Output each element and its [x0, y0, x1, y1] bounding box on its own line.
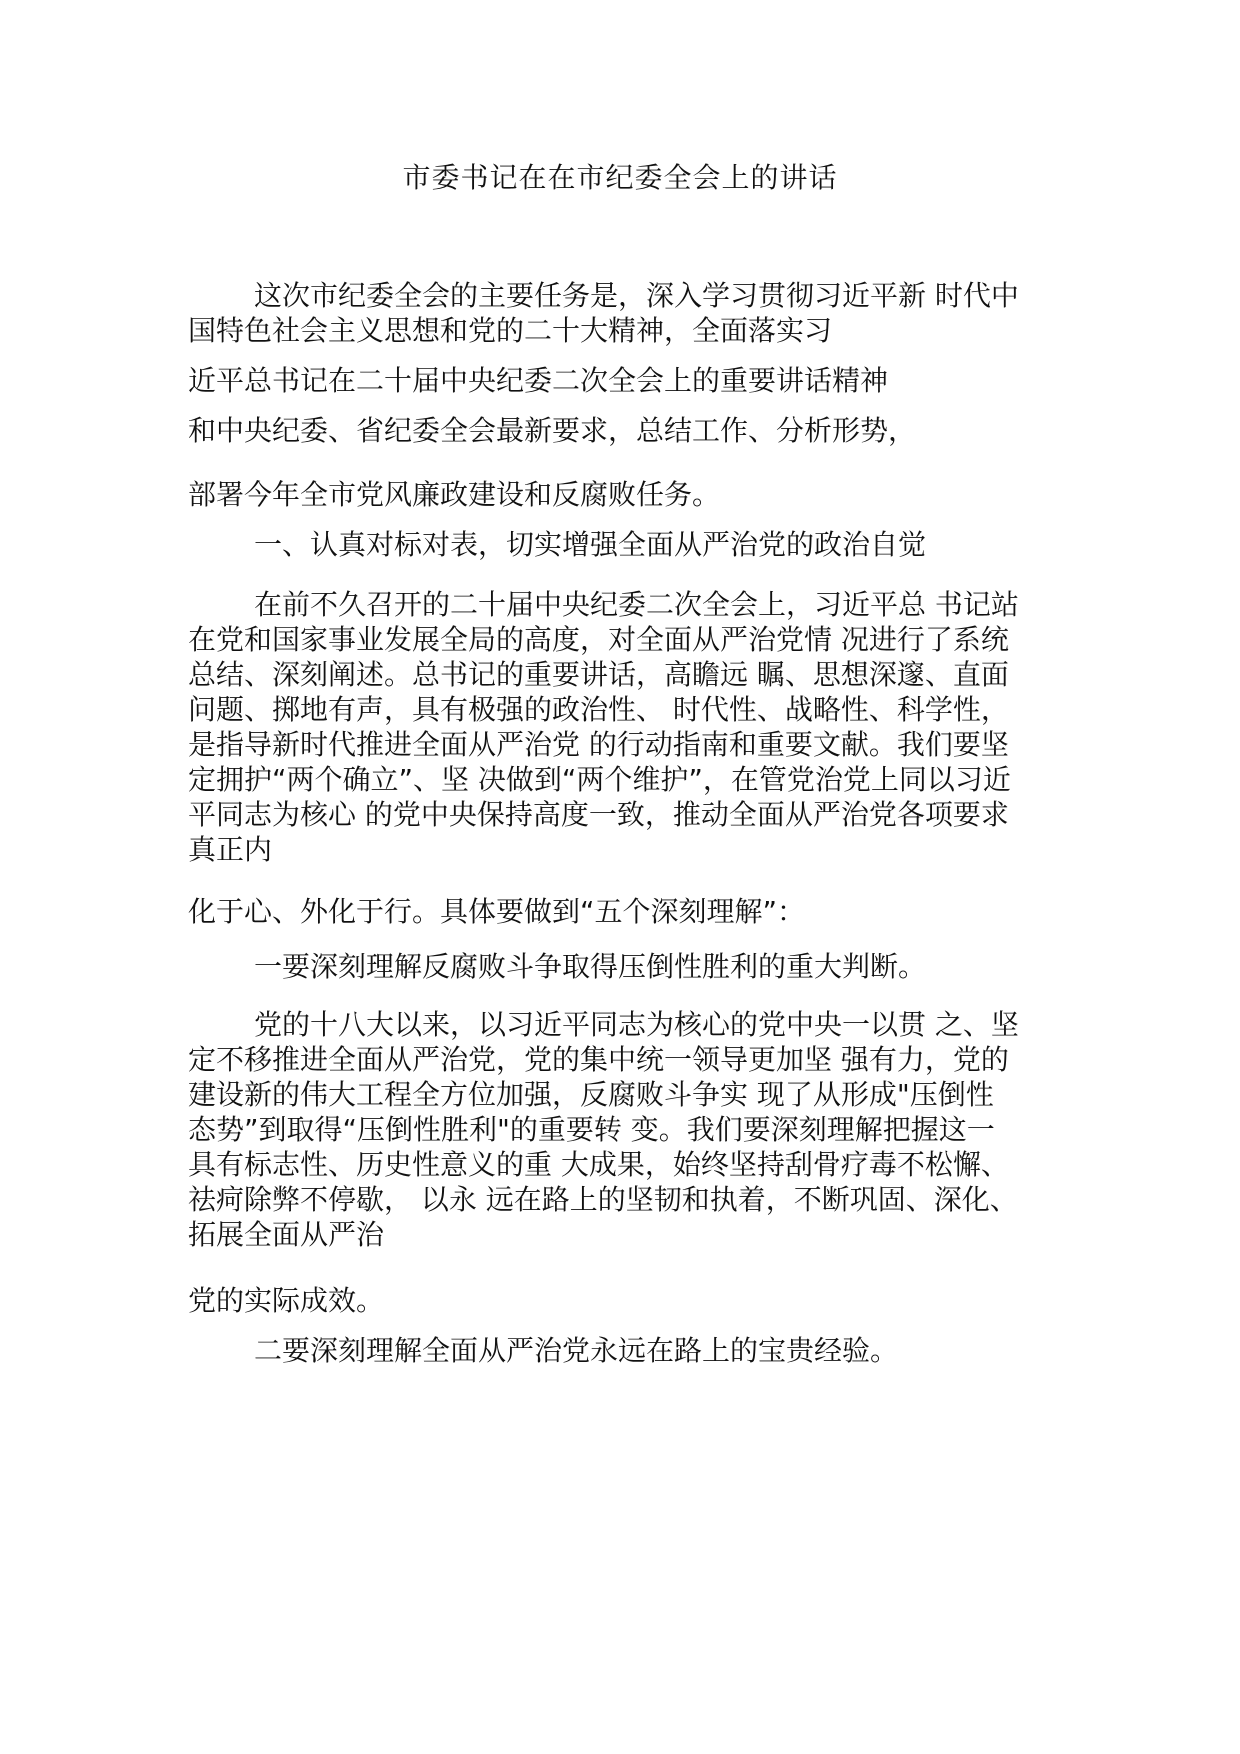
subsection-heading: 二要深刻理解全面从严治党永远在路上的宝贵经验。: [254, 1334, 899, 1367]
paragraph-line: 拓展全面从严治: [188, 1218, 385, 1251]
paragraph-line: 总结、深刻阐述。总书记的重要讲话，高瞻远 瞩、思想深邃、直面: [188, 658, 1009, 691]
paragraph-line: 真正内: [188, 833, 273, 866]
paragraph-line: 在前不久召开的二十届中央纪委二次全会上，习近平总 书记站: [254, 588, 1019, 621]
paragraph-line: 在党和国家事业发展全局的高度，对全面从严治党情 况进行了系统: [188, 623, 1009, 656]
subsection-heading: 一要深刻理解反腐败斗争取得压倒性胜利的重大判断。: [254, 950, 927, 983]
paragraph-line: 党的实际成效。: [188, 1284, 385, 1317]
paragraph-line: 平同志为核心 的党中央保持高度一致，推动全面从严治党各项要求: [188, 798, 1009, 831]
paragraph-line: 问题、掷地有声，具有极强的政治性、 时代性、战略性、科学性，: [188, 693, 1009, 726]
paragraph-line: 具有标志性、历史性意义的重 大成果，始终坚持刮骨疗毒不松懈、: [188, 1148, 1009, 1181]
paragraph-line: 祛疴除弊不停歇， 以永 远在路上的坚韧和执着，不断巩固、深化、: [188, 1183, 1018, 1216]
paragraph-line: 国特色社会主义思想和党的二十大精神，全面落实习: [188, 314, 833, 347]
paragraph-line: 部署今年全市党风廉政建设和反腐败任务。: [188, 478, 721, 511]
paragraph-line: 这次市纪委全会的主要任务是，深入学习贯彻习近平新 时代中: [254, 279, 1019, 312]
section-heading: 一、认真对标对表，切实增强全面从严治党的政治自觉: [254, 528, 927, 561]
paragraph-line: 和中央纪委、省纪委全会最新要求，总结工作、分析形势，: [188, 414, 917, 447]
paragraph-line: 态势”到取得“压倒性胜利"的重要转 变。我们要深刻理解把握这一: [188, 1113, 995, 1146]
paragraph-line: 党的十八大以来，以习近平同志为核心的党中央一以贯 之、坚: [254, 1008, 1019, 1041]
paragraph-line: 近平总书记在二十届中央纪委二次全会上的重要讲话精神: [188, 364, 889, 397]
paragraph-line: 定不移推进全面从严治党，党的集中统一领导更加坚 强有力，党的: [188, 1043, 1009, 1076]
page-title: 市委书记在在市纪委全会上的讲话: [402, 161, 838, 194]
paragraph-line: 是指导新时代推进全面从严治党 的行动指南和重要文献。我们要坚: [188, 728, 1009, 761]
paragraph-line: 定拥护“两个确立”、坚 决做到“两个维护”，在管党治党上同以习近: [188, 763, 1011, 796]
paragraph-line: 化于心、外化于行。具体要做到“五个深刻理解”：: [188, 895, 806, 928]
paragraph-line: 建设新的伟大工程全方位加强，反腐败斗争实 现了从形成"压倒性: [188, 1078, 994, 1111]
